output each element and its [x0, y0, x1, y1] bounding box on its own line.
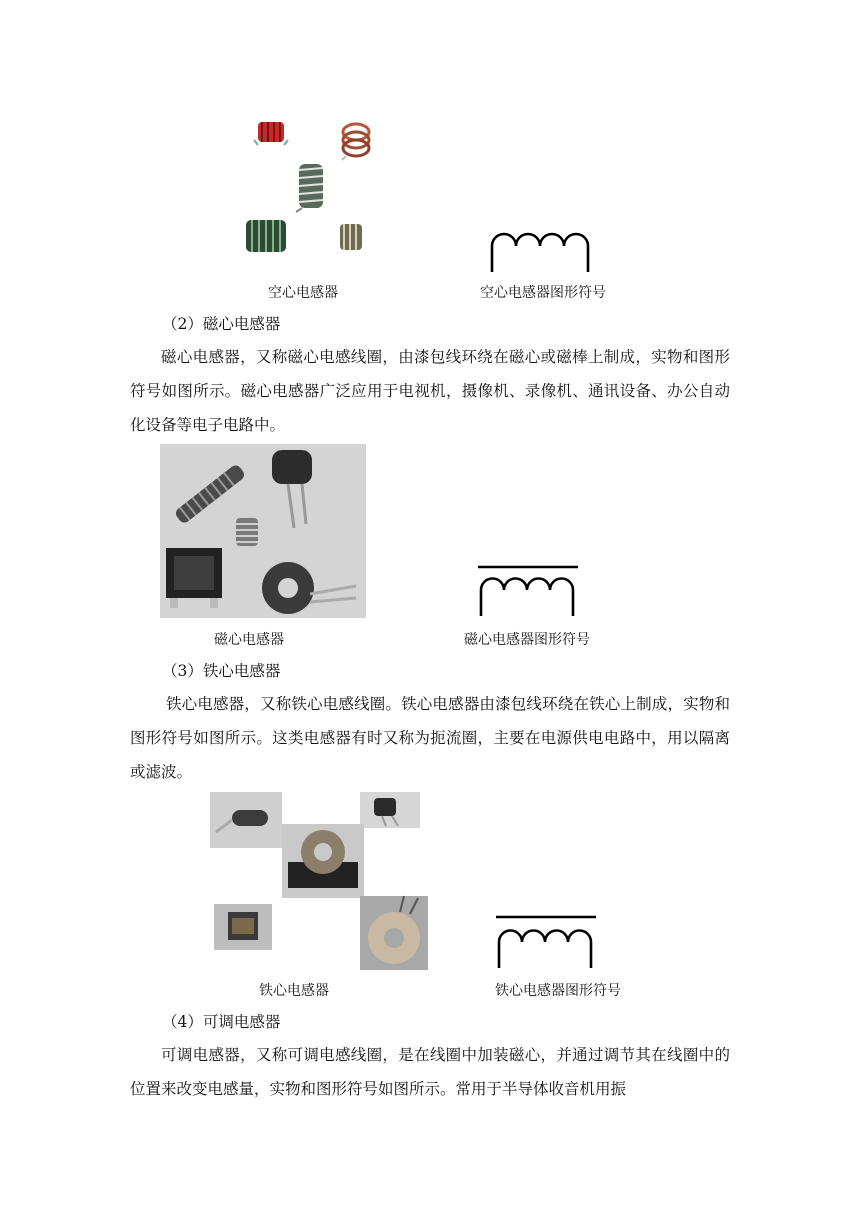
- air-core-inductor-photo: [236, 112, 386, 262]
- air-core-symbol-caption: 空心电感器图形符号: [480, 285, 606, 301]
- section-heading-iron-core: （3）铁心电感器: [162, 662, 281, 680]
- section-heading-adjustable: （4）可调电感器: [162, 1013, 281, 1031]
- paragraph-iron-core: 铁心电感器，又称铁心电感线圈。铁心电感器由漆包线环绕在铁心上制成，实物和图形符号如图所示。这类电感器有时又称为扼流圈，主要在电源供电电路中，用以隔离或滤波。: [130, 695, 730, 781]
- magnetic-core-symbol-caption: 磁心电感器图形符号: [464, 632, 590, 648]
- paragraph-adjustable: 可调电感器，又称可调电感线圈，是在线圈中加装磁心，并通过调节其在线圈中的位置来改变电感量，实物和图形符号如图所示。常用于半导体收音机用振: [130, 1046, 730, 1098]
- iron-core-inductor-symbol: [494, 912, 598, 970]
- section-heading-magnetic-core: （2）磁心电感器: [162, 315, 281, 333]
- magnetic-core-photo-caption: 磁心电感器: [214, 632, 284, 648]
- magnetic-core-inductor-photo: [160, 444, 366, 618]
- iron-core-inductor-photo: [210, 792, 428, 970]
- paragraph-magnetic-core: 磁心电感器，又称磁心电感线圈，由漆包线环绕在磁心或磁棒上制成，实物和图形符号如图所示。磁心电感器广泛应用于电视机，摄像机、录像机、通讯设备、办公自动化设备等电子电路中。: [130, 348, 730, 434]
- air-core-photo-caption: 空心电感器: [268, 285, 338, 301]
- magnetic-core-inductor-symbol: [476, 562, 580, 618]
- air-core-inductor-symbol: [488, 228, 592, 274]
- iron-core-symbol-caption: 铁心电感器图形符号: [495, 983, 621, 999]
- iron-core-photo-caption: 铁心电感器: [259, 983, 329, 999]
